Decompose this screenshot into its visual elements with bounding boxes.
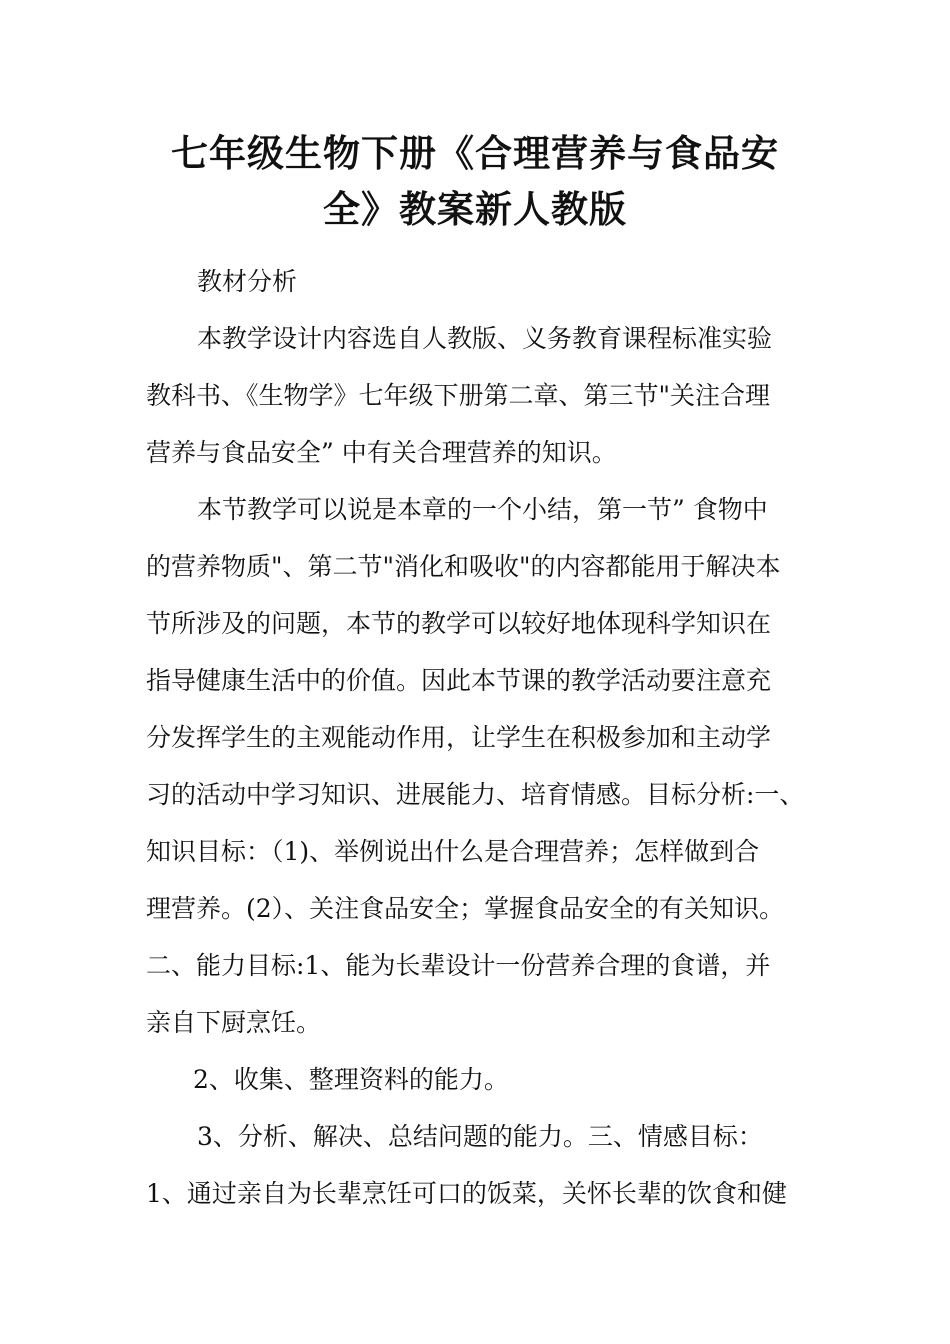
paragraph-line: 二、能力目标:1、能为长辈设计一份营养合理的食谱，并 xyxy=(146,951,771,980)
paragraph-line: 知识目标：（1)、举例说出什么是合理营养；怎样做到合 xyxy=(146,837,760,866)
document-title-line-2: 全》教案新人教版 xyxy=(323,188,627,231)
paragraph-line: 本教学设计内容选自人教版、义务教育课程标准实验 xyxy=(197,324,773,353)
paragraph-line: 理营养。(2）、关注食品安全；掌握食品安全的有关知识。 xyxy=(146,894,785,923)
paragraph-line: 习的活动中学习知识、进展能力、培育情感。目标分析:一、 xyxy=(146,780,805,809)
paragraph-line: 2、收集、整理资料的能力。 xyxy=(193,1065,509,1094)
paragraph-line: 亲自下厨烹饪。 xyxy=(146,1008,322,1037)
paragraph-line: 3、分析、解决、总结问题的能力。三、情感目标： xyxy=(197,1122,763,1151)
paragraph-line: 分发挥学生的主观能动作用，让学生在积极参加和主动学 xyxy=(146,723,772,752)
paragraph-line: 营养与食品安全” 中有关合理营养的知识。 xyxy=(146,438,617,467)
paragraph-line: 1、通过亲自为长辈烹饪可口的饭菜，关怀长辈的饮食和健 xyxy=(146,1179,787,1208)
paragraph-line: 教科书、《生物学》七年级下册第二章、第三节"关注合理 xyxy=(146,381,771,410)
paragraph-line: 本节教学可以说是本章的一个小结，第一节” 食物中 xyxy=(197,495,768,524)
paragraph-line: 的营养物质"、第二节"消化和吸收"的内容都能用于解决本 xyxy=(146,552,781,581)
paragraph-line: 指导健康生活中的价值。因此本节课的教学活动要注意充 xyxy=(146,666,772,695)
section-heading-textbook-analysis: 教材分析 xyxy=(197,267,298,296)
paragraph-line: 节所涉及的问题，本节的教学可以较好地体现科学知识在 xyxy=(146,609,772,638)
document-title-line-1: 七年级生物下册《合理营养与食品安 xyxy=(171,132,779,175)
